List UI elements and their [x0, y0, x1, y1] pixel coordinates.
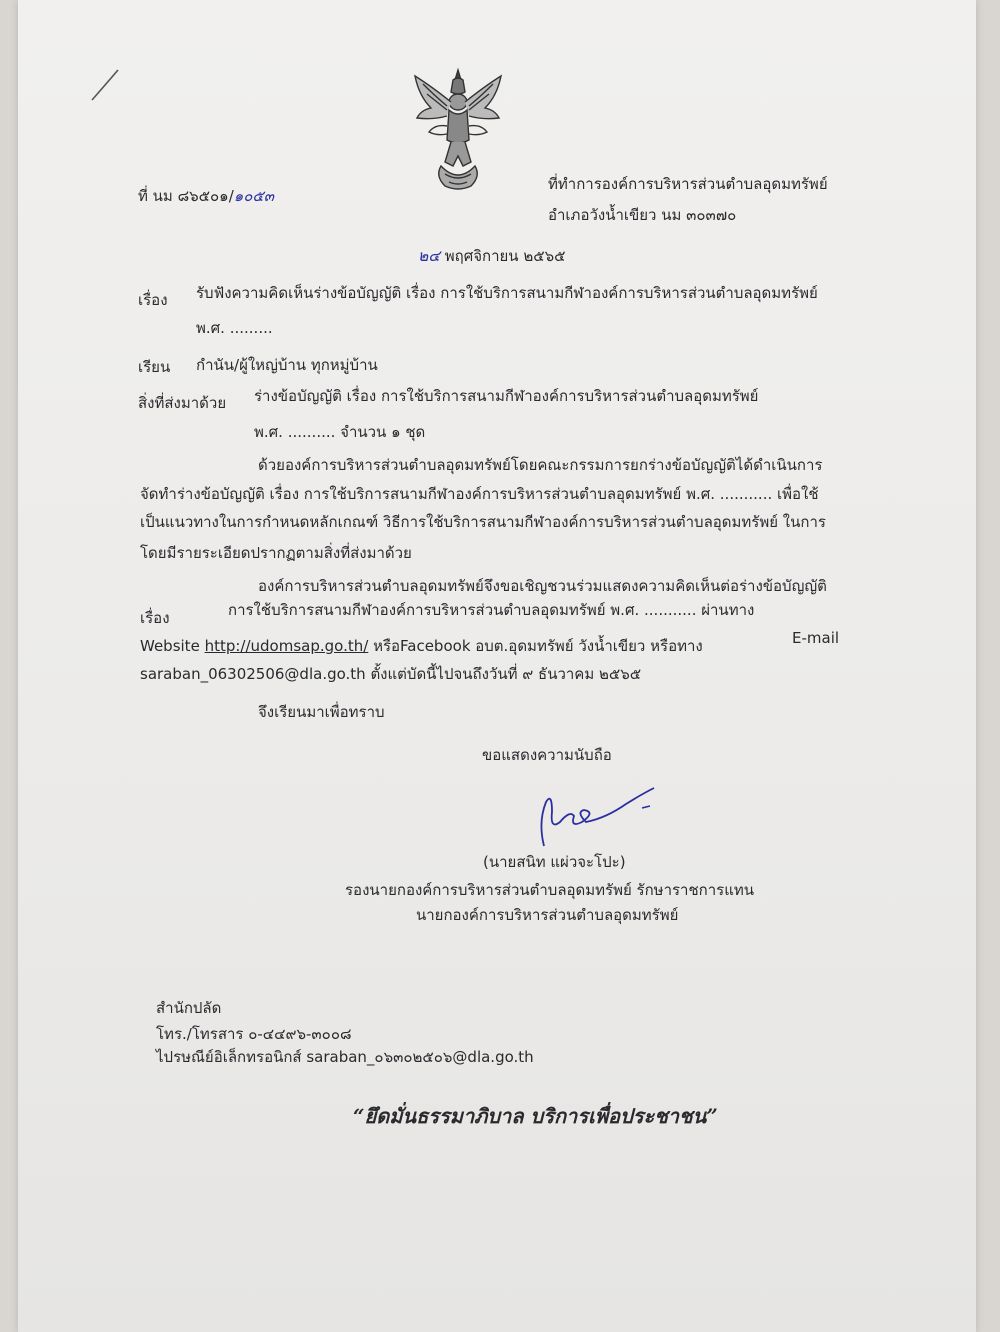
body-p2-line2: การใช้บริการสนามกีฬาองค์การบริหารส่วนตำบลอุดมทรัพย์ พ.ศ. ........... ผ่านทาง — [228, 601, 755, 619]
regards-text: ขอแสดงความนับถือ — [482, 746, 612, 764]
website-label: Website — [140, 637, 205, 655]
pen-stroke-mark — [88, 66, 128, 106]
subject-label: เรื่อง — [138, 291, 168, 309]
garuda-emblem-icon — [411, 66, 505, 196]
office-address-line1: ที่ทำการองค์การบริหารส่วนตำบลอุดมทรัพย์ — [548, 175, 828, 193]
signer-position-line2: นายกองค์การบริหารส่วนตำบลอุดมทรัพย์ — [416, 906, 679, 924]
date-day-handwritten: ๒๔ — [418, 247, 440, 265]
letter-page — [18, 0, 976, 1332]
closing-text: จึงเรียนมาเพื่อทราบ — [258, 703, 385, 721]
email-address: ไปรษณีย์อิเล็กทรอนิกส์ saraban_๐๖๓๐๒๕๐๖@dla.go.th — [156, 1048, 534, 1066]
facebook-text: หรือFacebook อบต.อุดมทรัพย์ วังน้ำเขียว หรือทาง — [368, 637, 703, 655]
body-p1-line2: จัดทำร่างข้อบัญญัติ เรื่อง การใช้บริการสนามกีฬาองค์การบริหารส่วนตำบลอุดมทรัพย์ พ.ศ. ........... เพื่อใช้ — [140, 485, 819, 503]
handwritten-signature — [526, 782, 666, 852]
recipient-text: กำนัน/ผู้ใหญ่บ้าน ทุกหมู่บ้าน — [196, 356, 378, 374]
body-p2-line2-label: เรื่อง — [140, 609, 170, 627]
signer-position-line1: รองนายกองค์การบริหารส่วนตำบลอุดมทรัพย์ รักษาราชการแทน — [345, 881, 755, 899]
letter-date — [418, 246, 565, 266]
body-p1-line3: เป็นแนวทางในการกำหนดหลักเกณฑ์ วิธีการใช้บริการสนามกีฬาองค์การบริหารส่วนตำบลอุดมทรัพย์ ในการ — [140, 513, 826, 531]
signer-name: (นายสนิท แผ่วจะโปะ) — [483, 853, 626, 871]
office-address-line2: อำเภอวังน้ำเขียว นม ๓๐๓๗๐ — [548, 206, 737, 224]
enclosure-line1: ร่างข้อบัญญัติ เรื่อง การใช้บริการสนามกีฬาองค์การบริหารส่วนตำบลอุดมทรัพย์ — [254, 387, 759, 405]
phone-fax: โทร./โทรสาร ๐-๔๔๙๖-๓๐๐๘ — [156, 1025, 352, 1043]
website-link[interactable]: http://udomsap.go.th/ — [204, 637, 369, 655]
recipient-label: เรียน — [138, 358, 171, 376]
reference-prefix: ที่ นม ๘๖๕๐๑/ — [138, 187, 234, 205]
enclosure-label: สิ่งที่ส่งมาด้วย — [138, 394, 227, 412]
body-p2-line4: saraban_06302506@dla.go.th ตั้งแต่บัดนี้ไปจนถึงวันที่ ๙ ธันวาคม ๒๕๖๕ — [140, 665, 642, 683]
department: สำนักปลัด — [156, 999, 222, 1017]
reference-handwritten: ๑๐๕๓ — [233, 187, 275, 205]
subject-line2: พ.ศ. ......... — [196, 319, 273, 337]
body-p2-line1: องค์การบริหารส่วนตำบลอุดมทรัพย์จึงขอเชิญชวนร่วมแสดงความคิดเห็นต่อร่างข้อบัญญัติ — [258, 577, 827, 595]
body-p2-line3 — [140, 636, 703, 656]
date-month-year: พฤศจิกายน ๒๕๖๕ — [444, 247, 566, 265]
subject-line1: รับฟังความคิดเห็นร่างข้อบัญญัติ เรื่อง การใช้บริการสนามกีฬาองค์การบริหารส่วนตำบลอุดมทรัพย์ — [196, 284, 818, 302]
slogan: “ยึดมั่นธรรมาภิบาล บริการเพื่อประชาชน” — [353, 1104, 718, 1128]
email-label: E-mail — [792, 629, 840, 647]
enclosure-line2: พ.ศ. .......... จำนวน ๑ ชุด — [254, 423, 426, 441]
body-p1-line1: ด้วยองค์การบริหารส่วนตำบลอุดมทรัพย์โดยคณะกรรมการยกร่างข้อบัญญัติได้ดำเนินการ — [258, 456, 823, 474]
body-p1-line4: โดยมีรายระเอียดปรากฏตามสิ่งที่ส่งมาด้วย — [140, 544, 412, 562]
reference-number — [138, 186, 274, 206]
